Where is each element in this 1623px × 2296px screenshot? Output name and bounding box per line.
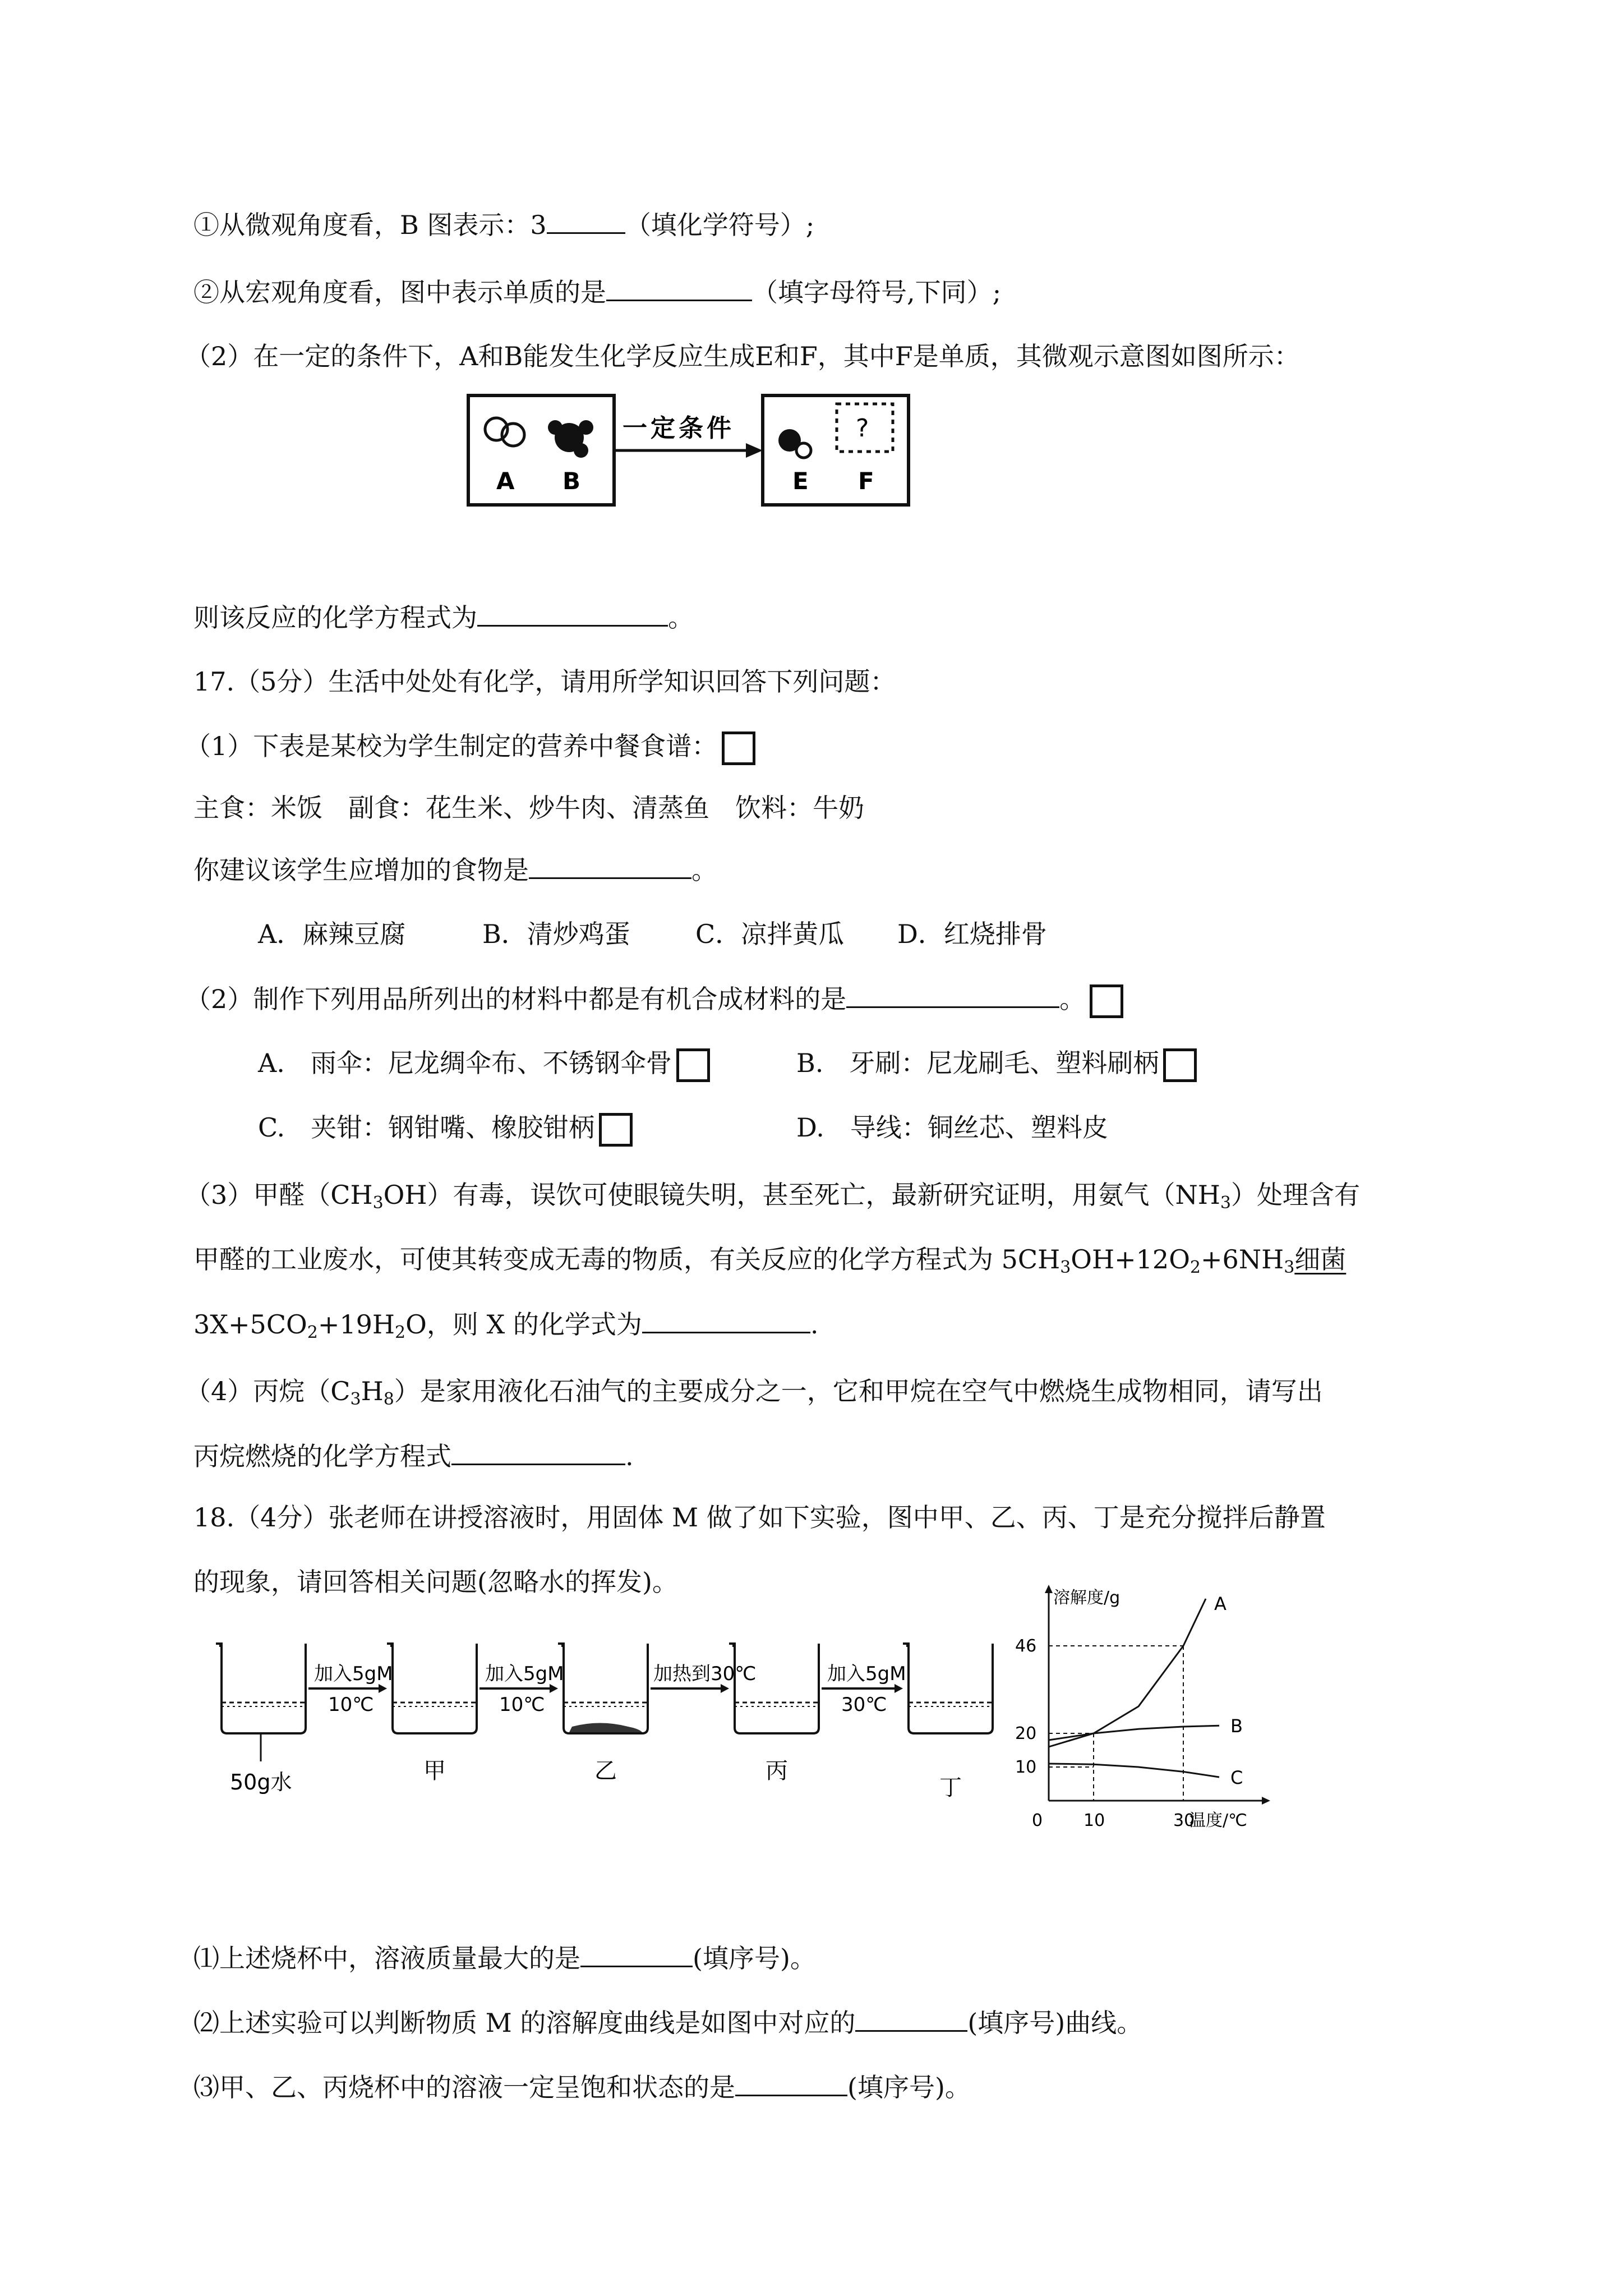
answer-blank[interactable]	[642, 1307, 810, 1333]
arrow-condition-label: 一定条件	[623, 414, 735, 443]
q17-option2-c	[258, 1111, 633, 1147]
answer-blank[interactable]	[547, 208, 625, 234]
q17-part3-line1	[185, 1178, 1360, 1220]
q16-equation-prompt: 则该反应的化学方程式为	[193, 602, 477, 633]
reactant-box	[468, 395, 614, 505]
q17-part1-text: （1）下表是某校为学生制定的营养中餐食谱：	[185, 731, 718, 761]
q17-suggest-text: 你建议该学生应增加的食物是	[193, 855, 529, 885]
reaction-condition: 细菌	[1294, 1244, 1347, 1274]
period: .	[625, 1441, 634, 1471]
x-axis-label: 温度/℃	[1189, 1811, 1247, 1830]
answer-blank[interactable]	[529, 853, 691, 879]
step1-top: 加入5gM	[314, 1663, 393, 1685]
beaker-water	[216, 1644, 306, 1733]
subscript: 3	[372, 1193, 384, 1213]
beaker-name-ding: 丁	[939, 1775, 962, 1801]
text: ⑶甲、乙、丙烧杯中的溶液一定呈饱和状态的是	[193, 2072, 735, 2102]
q17-heading: 17.（5分）生活中处处有化学，请用所学知识回答下列问题：	[193, 666, 896, 697]
beaker-name-jia: 甲	[423, 1758, 446, 1784]
q17-part3-line3	[193, 1307, 818, 1350]
series-label-B: B	[1230, 1715, 1243, 1737]
text: O，则 X 的化学式为	[405, 1309, 642, 1340]
answer-blank[interactable]	[846, 982, 1059, 1008]
beaker-experiment-diagram	[208, 1627, 1015, 1829]
q18-answer-3	[193, 2070, 971, 2104]
q17-part4-line2	[193, 1439, 634, 1473]
series-label-C: C	[1230, 1767, 1243, 1788]
q16-line-4	[193, 600, 694, 634]
q16-micro-text: ①从微观角度看，B 图表示：3	[193, 210, 547, 240]
period: .	[810, 1309, 819, 1340]
q17-part3-line2	[193, 1243, 1346, 1285]
beaker-jia	[387, 1644, 477, 1733]
answer-blank[interactable]	[451, 1439, 625, 1465]
q16-line-2	[193, 275, 1001, 309]
label-e: E	[792, 467, 809, 495]
step3-top: 加热到30℃	[653, 1663, 757, 1685]
step-arrows	[308, 1684, 903, 1693]
series-label-A: A	[1214, 1593, 1227, 1614]
label-a: A	[496, 467, 515, 495]
molecule-b-icon	[548, 420, 593, 458]
undissolved-solid	[569, 1723, 642, 1733]
checkbox[interactable]	[676, 1048, 710, 1082]
text: （3）甲醛（CH	[185, 1180, 373, 1210]
subscript: 8	[383, 1389, 394, 1409]
text: 甲醛的工业废水，可使其转变成无毒的物质，有关反应的化学方程式为 5CH	[193, 1244, 1061, 1274]
text: （4）丙烷（C	[185, 1376, 351, 1406]
option-text: A. 雨伞：尼龙绸伞布、不锈钢伞骨	[258, 1048, 672, 1078]
text: OH+12O	[1071, 1244, 1190, 1274]
q17-option2-a	[258, 1046, 710, 1082]
text: 3X+5CO	[193, 1309, 307, 1340]
water-label: 50g水	[230, 1770, 292, 1795]
text: ）是家用液化石油气的主要成分之一，它和甲烷在空气中燃烧生成物相同，请写出	[394, 1376, 1323, 1406]
period: 。	[1059, 984, 1086, 1014]
q18-answer-1	[193, 1941, 816, 1975]
label-f: F	[858, 467, 874, 495]
q18-heading-2: 的现象，请回答相关问题(忽略水的挥发)。	[193, 1567, 678, 1597]
y-tick-label: 20	[1015, 1724, 1037, 1743]
text: ⑴上述烧杯中，溶液质量最大的是	[193, 1943, 580, 1973]
molecule-e-icon	[778, 429, 811, 458]
reaction-diagram	[465, 393, 914, 510]
checkbox[interactable]	[599, 1113, 633, 1147]
q17-part1	[185, 729, 755, 765]
subscript: 2	[1189, 1258, 1201, 1277]
q18-answer-2	[193, 2005, 1142, 2040]
text: (填序号)曲线。	[967, 2008, 1143, 2038]
q16-macro-text: ②从宏观角度看，图中表示单质的是	[193, 277, 606, 307]
subscript: 2	[307, 1323, 318, 1342]
q16-line-1	[193, 208, 814, 242]
text: (填序号)。	[693, 1943, 816, 1973]
answer-blank[interactable]	[477, 600, 668, 627]
period: 。	[668, 602, 694, 633]
step2-top: 加入5gM	[485, 1663, 564, 1685]
q17-option-d: D．红烧排骨	[897, 919, 1047, 949]
option-text: B. 牙刷：尼龙刷毛、塑料刷柄	[796, 1048, 1159, 1078]
molecule-a-icon	[485, 418, 524, 446]
text: H	[361, 1376, 384, 1406]
checkbox[interactable]	[722, 731, 755, 765]
answer-blank[interactable]	[855, 2005, 967, 2032]
step1-bottom: 10℃	[328, 1694, 374, 1716]
q17-option2-d: D. 导线：铜丝芯、塑料皮	[796, 1112, 1108, 1143]
subscript: 3	[1060, 1258, 1071, 1277]
answer-blank[interactable]	[606, 275, 752, 301]
step4-bottom: 30℃	[841, 1694, 887, 1716]
q18-heading: 18.（4分）张老师在讲授溶液时，用固体 M 做了如下实验，图中甲、乙、丙、丁是充分搅拌后静置	[193, 1502, 1326, 1533]
checkbox[interactable]	[1090, 984, 1123, 1018]
q17-option2-b	[796, 1046, 1197, 1082]
answer-blank[interactable]	[580, 1941, 693, 1967]
text: ⑵上述实验可以判断物质 M 的溶解度曲线是如图中对应的	[193, 2008, 856, 2038]
q17-part4-line1	[185, 1374, 1323, 1416]
subscript: 2	[395, 1323, 406, 1342]
x-tick-label: 30	[1173, 1811, 1195, 1830]
y-axis-arrow-icon	[1045, 1585, 1053, 1593]
q17-part2-text: （2）制作下列用品所列出的材料中都是有机合成材料的是	[185, 984, 847, 1014]
q17-part2	[185, 982, 1123, 1018]
q17-option-a: A．麻辣豆腐	[258, 919, 406, 949]
x-axis-arrow-icon	[1262, 1797, 1270, 1805]
series-line-A	[1049, 1599, 1206, 1747]
beaker-yi	[558, 1644, 648, 1733]
period: 。	[691, 855, 717, 885]
text: +19H	[317, 1309, 395, 1340]
beaker-ding	[903, 1644, 993, 1733]
subscript: 3	[1284, 1258, 1295, 1277]
subscript: 3	[1220, 1193, 1231, 1213]
checkbox[interactable]	[1163, 1048, 1197, 1082]
beaker-name-yi: 乙	[594, 1758, 617, 1784]
beaker-bing	[729, 1644, 819, 1733]
answer-blank[interactable]	[735, 2070, 847, 2096]
question-mark: ?	[856, 414, 869, 443]
q17-option-b: B．清炒鸡蛋	[482, 919, 630, 949]
series-line-C	[1049, 1764, 1219, 1777]
q16-line-3: （2）在一定的条件下，A和B能发生化学反应生成E和F，其中F是单质，其微观示意图如图所示：	[185, 341, 1300, 371]
beaker-name-bing: 丙	[766, 1758, 788, 1784]
q16-macro-note: （填字母符号,下同）;	[752, 277, 1002, 307]
text: +6NH	[1201, 1244, 1284, 1274]
text: 丙烷燃烧的化学方程式	[193, 1441, 451, 1471]
x-tick-label: 10	[1083, 1811, 1105, 1830]
step2-bottom: 10℃	[499, 1694, 545, 1716]
subscript: 3	[350, 1389, 361, 1409]
arrowhead-icon	[746, 443, 763, 458]
solubility-chart	[1004, 1582, 1329, 1840]
y-tick-label: 46	[1015, 1636, 1037, 1656]
q17-menu: 主食：米饭 副食：花生米、炒牛肉、清蒸鱼 饮料：牛奶	[193, 793, 864, 823]
text: (填序号)。	[847, 2072, 971, 2102]
label-b: B	[562, 467, 581, 495]
q16-micro-note: （填化学符号）;	[625, 210, 815, 240]
q17-option-c: C．凉拌黄瓜	[695, 919, 845, 949]
option-text: C. 夹钳：钢钳嘴、橡胶钳柄	[258, 1112, 595, 1143]
x-tick-label: 0	[1032, 1811, 1043, 1830]
q17-suggest	[193, 853, 717, 887]
y-tick-label: 10	[1015, 1757, 1037, 1777]
step4-top: 加入5gM	[827, 1663, 906, 1685]
y-axis-label: 溶解度/g	[1053, 1588, 1121, 1608]
text: ）处理含有	[1230, 1180, 1360, 1210]
text: OH）有毒，误饮可使眼镜失明，甚至死亡，最新研究证明，用氨气（NH	[383, 1180, 1220, 1210]
